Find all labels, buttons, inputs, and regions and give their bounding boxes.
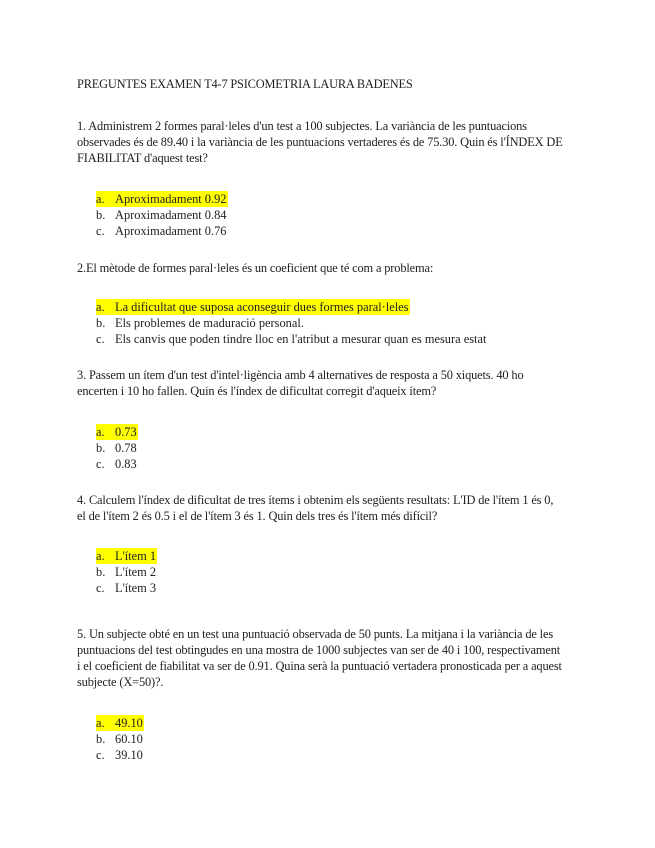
answer-option xyxy=(96,564,157,580)
answer-option xyxy=(96,331,486,347)
answer-options xyxy=(96,424,138,472)
option-letter: c. xyxy=(96,224,105,238)
answer-options xyxy=(96,715,144,763)
question-1 xyxy=(77,118,587,166)
question-2 xyxy=(77,260,587,276)
option-letter: b. xyxy=(96,565,106,579)
answer-option xyxy=(96,440,138,456)
option-text: Aproximadament 0.92 xyxy=(115,192,227,206)
option-text: La dificultat que suposa aconseguir dues formes paral·leles xyxy=(115,300,409,314)
question-text-line: 5. Un subjecte obté en un test una puntuació observada de 50 punts. La mitjana i la variància de les xyxy=(77,627,553,641)
option-text: Els canvis que poden tindre lloc en l'atribut a mesurar quan es mesura estat xyxy=(115,332,487,346)
answer-option-highlighted xyxy=(96,191,228,207)
answer-option xyxy=(96,580,157,596)
option-letter: b. xyxy=(96,732,106,746)
answer-option xyxy=(96,315,486,331)
document-title: PREGUNTES EXAMEN T4-7 PSICOMETRIA LAURA BADENES xyxy=(77,77,413,91)
question-text-line: el de l'ítem 2 és 0.5 i el de l'ítem 3 és 1. Quin dels tres és l'ítem més difícil? xyxy=(77,509,438,523)
option-text: 0.83 xyxy=(115,457,137,471)
option-letter: a. xyxy=(96,192,105,206)
option-letter: a. xyxy=(96,549,105,563)
option-text: Aproximadament 0.76 xyxy=(115,224,227,238)
option-text: 60.10 xyxy=(115,732,143,746)
option-letter: c. xyxy=(96,748,105,762)
option-letter: b. xyxy=(96,316,106,330)
question-5 xyxy=(77,626,587,690)
answer-option-highlighted xyxy=(96,424,138,440)
answer-option-highlighted xyxy=(96,548,157,564)
option-letter: a. xyxy=(96,716,105,730)
answer-option xyxy=(96,207,228,223)
question-text-line: observades és de 89.40 i la variància de les puntuacions vertaderes és de 75.30. Quin és l'ÍNDEX DE xyxy=(77,135,563,149)
option-letter: b. xyxy=(96,208,106,222)
answer-options xyxy=(96,548,157,596)
option-letter: a. xyxy=(96,300,105,314)
question-text-line: 2.El mètode de formes paral·leles és un coeficient que té com a problema: xyxy=(77,261,434,275)
answer-option xyxy=(96,456,138,472)
question-text-line: 3. Passem un ítem d'un test d'intel·ligència amb 4 alternatives de resposta a 50 xiquets. 40 ho xyxy=(77,368,524,382)
option-text: 0.73 xyxy=(115,425,137,439)
question-text-line: encerten i 10 ho fallen. Quin és l'índex de dificultat corregit d'aqueix ítem? xyxy=(77,384,437,398)
answer-option xyxy=(96,747,144,763)
option-letter: c. xyxy=(96,581,105,595)
option-letter: c. xyxy=(96,457,105,471)
option-letter: c. xyxy=(96,332,105,346)
option-text: L'ítem 3 xyxy=(115,581,157,595)
answer-option xyxy=(96,731,144,747)
option-text: L'ítem 2 xyxy=(115,565,157,579)
answer-options xyxy=(96,299,486,347)
question-text-line: puntuacions del test obtingudes en una mostra de 1000 subjectes van ser de 40 i 100, respectivament xyxy=(77,643,561,657)
question-3 xyxy=(77,367,587,399)
answer-option-highlighted xyxy=(96,715,144,731)
answer-option xyxy=(96,223,228,239)
option-letter: b. xyxy=(96,441,106,455)
question-4 xyxy=(77,492,587,524)
option-text: 0.78 xyxy=(115,441,137,455)
option-text: Els problemes de maduració personal. xyxy=(115,316,304,330)
question-text-line: i el coeficient de fiabilitat va ser de 0.91. Quina serà la puntuació vertadera pronosticada per a aquest xyxy=(77,659,562,673)
option-text: L'ítem 1 xyxy=(115,549,157,563)
question-text-line: FIABILITAT d'aquest test? xyxy=(77,151,208,165)
answer-options xyxy=(96,191,228,239)
option-text: 49.10 xyxy=(115,716,143,730)
question-text-line: 4. Calculem l'índex de dificultat de tres ítems i obtenim els següents resultats: L'ID de l'ítem 1 és 0, xyxy=(77,493,554,507)
option-text: Aproximadament 0.84 xyxy=(115,208,227,222)
answer-option-highlighted xyxy=(96,299,410,315)
question-text-line: subjecte (X=50)?. xyxy=(77,675,164,689)
option-text: 39.10 xyxy=(115,748,143,762)
question-text-line: 1. Administrem 2 formes paral·leles d'un test a 100 subjectes. La variància de les puntuacions xyxy=(77,119,527,133)
option-letter: a. xyxy=(96,425,105,439)
